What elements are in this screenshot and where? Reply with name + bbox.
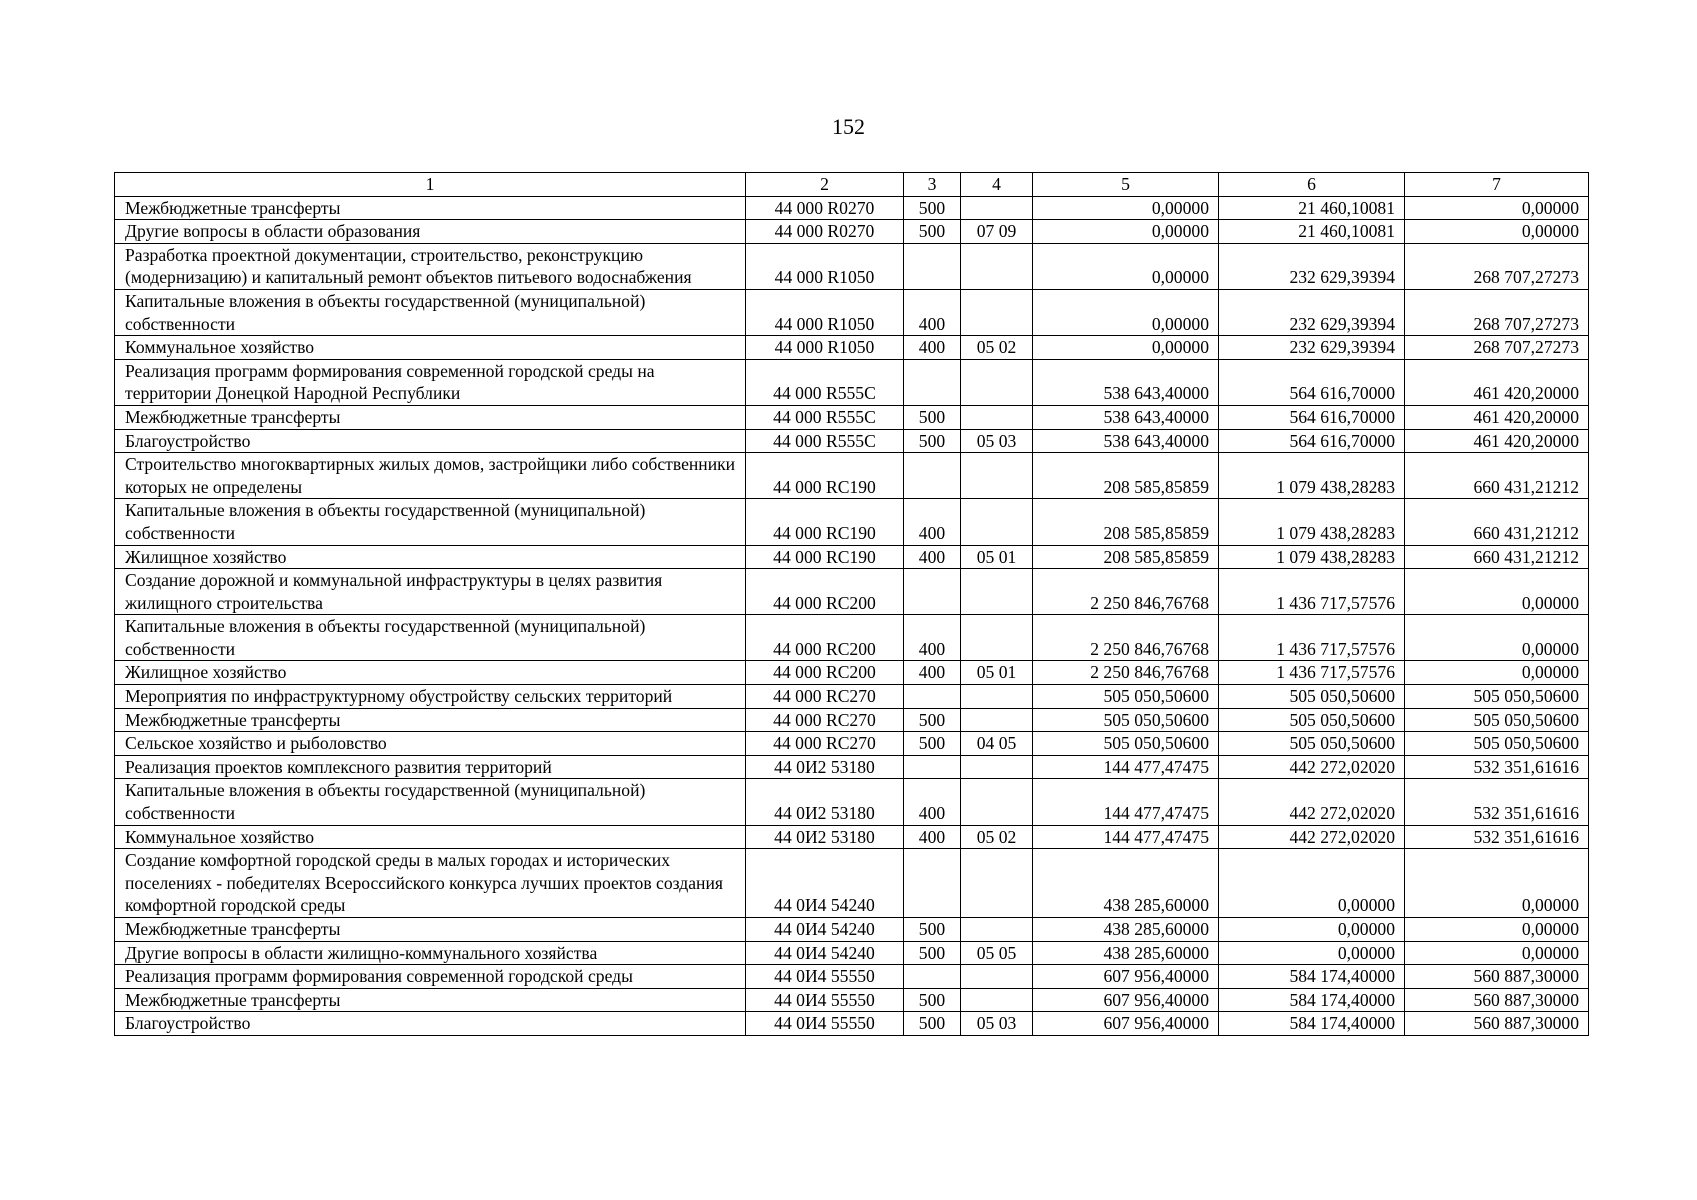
row-section-cell: 05 03 <box>961 429 1033 453</box>
row-value-col6-cell: 0,00000 <box>1219 918 1405 942</box>
row-expense-type-cell: 500 <box>904 941 961 965</box>
row-code-cell: 44 000 R1050 <box>746 289 904 335</box>
table-row <box>115 336 1589 360</box>
row-section-cell <box>961 569 1033 615</box>
row-section-cell <box>961 685 1033 709</box>
row-name-cell: Мероприятия по инфраструктурному обустройству сельских территорий <box>115 685 746 709</box>
row-value-col5-cell: 0,00000 <box>1033 289 1219 335</box>
table-row <box>115 825 1589 849</box>
row-value-col7-cell: 0,00000 <box>1405 849 1589 918</box>
row-value-col5-cell: 538 643,40000 <box>1033 359 1219 405</box>
row-expense-type-cell <box>904 359 961 405</box>
row-expense-type-cell: 400 <box>904 779 961 825</box>
table-row <box>115 615 1589 661</box>
row-value-col6-cell: 1 436 717,57576 <box>1219 569 1405 615</box>
row-value-col6-cell: 232 629,39394 <box>1219 336 1405 360</box>
row-value-col5-cell: 607 956,40000 <box>1033 965 1219 989</box>
row-name-cell: Межбюджетные трансферты <box>115 405 746 429</box>
row-section-cell: 05 02 <box>961 825 1033 849</box>
row-code-cell: 44 0И4 54240 <box>746 941 904 965</box>
row-code-cell: 44 000 R1050 <box>746 243 904 289</box>
row-code-cell: 44 0И2 53180 <box>746 755 904 779</box>
row-value-col6-cell: 505 050,50600 <box>1219 708 1405 732</box>
row-value-col7-cell: 0,00000 <box>1405 615 1589 661</box>
row-value-col7-cell: 560 887,30000 <box>1405 1012 1589 1036</box>
row-value-col7-cell: 0,00000 <box>1405 661 1589 685</box>
budget-table <box>114 172 1589 1036</box>
row-name-cell: Межбюджетные трансферты <box>115 918 746 942</box>
table-row <box>115 453 1589 499</box>
table-row <box>115 755 1589 779</box>
row-name-cell: Межбюджетные трансферты <box>115 988 746 1012</box>
row-value-col6-cell: 21 460,10081 <box>1219 196 1405 220</box>
row-expense-type-cell: 500 <box>904 196 961 220</box>
row-code-cell: 44 0И4 54240 <box>746 849 904 918</box>
table-row <box>115 429 1589 453</box>
row-code-cell: 44 0И4 55550 <box>746 965 904 989</box>
row-value-col7-cell: 0,00000 <box>1405 918 1589 942</box>
row-expense-type-cell: 500 <box>904 918 961 942</box>
row-value-col6-cell: 584 174,40000 <box>1219 988 1405 1012</box>
row-section-cell <box>961 988 1033 1012</box>
row-code-cell: 44 000 RC200 <box>746 661 904 685</box>
row-section-cell <box>961 849 1033 918</box>
row-value-col5-cell: 2 250 846,76768 <box>1033 661 1219 685</box>
column-header-2: 2 <box>746 173 904 197</box>
row-section-cell <box>961 499 1033 545</box>
table-row <box>115 988 1589 1012</box>
row-value-col6-cell: 442 272,02020 <box>1219 755 1405 779</box>
table-row <box>115 685 1589 709</box>
row-name-cell: Капитальные вложения в объекты государственной (муниципальной) собственности <box>115 499 746 545</box>
column-header-6: 6 <box>1219 173 1405 197</box>
row-expense-type-cell: 400 <box>904 499 961 545</box>
row-name-cell: Создание комфортной городской среды в малых городах и исторических поселениях - победителях Всероссийского конкурса лучших проектов создания комфортной городской среды <box>115 849 746 918</box>
row-value-col6-cell: 505 050,50600 <box>1219 685 1405 709</box>
row-value-col5-cell: 0,00000 <box>1033 336 1219 360</box>
page-number: 152 <box>832 114 865 139</box>
row-value-col5-cell: 0,00000 <box>1033 220 1219 244</box>
row-name-cell: Жилищное хозяйство <box>115 661 746 685</box>
column-header-4: 4 <box>961 173 1033 197</box>
row-expense-type-cell: 500 <box>904 732 961 756</box>
row-name-cell: Капитальные вложения в объекты государственной (муниципальной) собственности <box>115 779 746 825</box>
row-value-col6-cell: 232 629,39394 <box>1219 289 1405 335</box>
row-section-cell <box>961 405 1033 429</box>
row-value-col6-cell: 0,00000 <box>1219 849 1405 918</box>
row-name-cell: Коммунальное хозяйство <box>115 336 746 360</box>
row-name-cell: Реализация программ формирования современной городской среды <box>115 965 746 989</box>
row-expense-type-cell: 500 <box>904 708 961 732</box>
table-row <box>115 243 1589 289</box>
table-row <box>115 661 1589 685</box>
row-value-col6-cell: 232 629,39394 <box>1219 243 1405 289</box>
table-row <box>115 779 1589 825</box>
row-value-col5-cell: 438 285,60000 <box>1033 918 1219 942</box>
row-name-cell: Капитальные вложения в объекты государственной (муниципальной) собственности <box>115 289 746 335</box>
row-value-col7-cell: 505 050,50600 <box>1405 708 1589 732</box>
row-value-col6-cell: 1 436 717,57576 <box>1219 615 1405 661</box>
column-header-7: 7 <box>1405 173 1589 197</box>
row-section-cell: 05 03 <box>961 1012 1033 1036</box>
row-section-cell <box>961 359 1033 405</box>
row-expense-type-cell <box>904 965 961 989</box>
row-value-col7-cell: 0,00000 <box>1405 220 1589 244</box>
row-value-col6-cell: 442 272,02020 <box>1219 779 1405 825</box>
row-value-col7-cell: 461 420,20000 <box>1405 405 1589 429</box>
row-value-col5-cell: 0,00000 <box>1033 196 1219 220</box>
row-value-col7-cell: 268 707,27273 <box>1405 289 1589 335</box>
row-section-cell: 04 05 <box>961 732 1033 756</box>
row-section-cell: 05 01 <box>961 545 1033 569</box>
row-value-col6-cell: 1 079 438,28283 <box>1219 453 1405 499</box>
row-section-cell <box>961 918 1033 942</box>
row-value-col5-cell: 2 250 846,76768 <box>1033 569 1219 615</box>
row-value-col6-cell: 505 050,50600 <box>1219 732 1405 756</box>
row-value-col7-cell: 461 420,20000 <box>1405 359 1589 405</box>
row-name-cell: Строительство многоквартирных жилых домов, застройщики либо собственники которых не определены <box>115 453 746 499</box>
row-code-cell: 44 000 R555C <box>746 429 904 453</box>
row-value-col5-cell: 0,00000 <box>1033 243 1219 289</box>
row-code-cell: 44 0И2 53180 <box>746 779 904 825</box>
row-value-col6-cell: 564 616,70000 <box>1219 359 1405 405</box>
row-expense-type-cell: 500 <box>904 988 961 1012</box>
row-expense-type-cell <box>904 849 961 918</box>
row-value-col7-cell: 505 050,50600 <box>1405 685 1589 709</box>
row-value-col5-cell: 438 285,60000 <box>1033 849 1219 918</box>
row-code-cell: 44 000 RC270 <box>746 708 904 732</box>
row-value-col6-cell: 1 079 438,28283 <box>1219 499 1405 545</box>
table-row <box>115 545 1589 569</box>
row-code-cell: 44 000 RC190 <box>746 499 904 545</box>
row-value-col5-cell: 505 050,50600 <box>1033 708 1219 732</box>
row-section-cell <box>961 289 1033 335</box>
row-code-cell: 44 000 R1050 <box>746 336 904 360</box>
row-expense-type-cell: 400 <box>904 825 961 849</box>
row-code-cell: 44 000 R555C <box>746 405 904 429</box>
row-code-cell: 44 000 R0270 <box>746 196 904 220</box>
row-value-col6-cell: 1 436 717,57576 <box>1219 661 1405 685</box>
row-section-cell: 05 01 <box>961 661 1033 685</box>
row-section-cell <box>961 196 1033 220</box>
table-row <box>115 918 1589 942</box>
row-name-cell: Межбюджетные трансферты <box>115 708 746 732</box>
row-code-cell: 44 0И2 53180 <box>746 825 904 849</box>
row-value-col5-cell: 505 050,50600 <box>1033 685 1219 709</box>
row-expense-type-cell: 500 <box>904 1012 961 1036</box>
row-value-col5-cell: 538 643,40000 <box>1033 429 1219 453</box>
row-value-col7-cell: 660 431,21212 <box>1405 499 1589 545</box>
row-value-col6-cell: 584 174,40000 <box>1219 965 1405 989</box>
row-value-col5-cell: 438 285,60000 <box>1033 941 1219 965</box>
row-name-cell: Сельское хозяйство и рыболовство <box>115 732 746 756</box>
row-value-col7-cell: 560 887,30000 <box>1405 965 1589 989</box>
row-value-col7-cell: 268 707,27273 <box>1405 336 1589 360</box>
row-expense-type-cell: 500 <box>904 405 961 429</box>
table-row <box>115 220 1589 244</box>
row-section-cell <box>961 779 1033 825</box>
table-row <box>115 569 1589 615</box>
table-row <box>115 708 1589 732</box>
row-value-col5-cell: 538 643,40000 <box>1033 405 1219 429</box>
row-name-cell: Разработка проектной документации, строительство, реконструкцию (модернизацию) и капитальный ремонт объектов питьевого водоснабжения <box>115 243 746 289</box>
row-value-col5-cell: 208 585,85859 <box>1033 545 1219 569</box>
row-value-col7-cell: 660 431,21212 <box>1405 453 1589 499</box>
row-code-cell: 44 000 RC200 <box>746 569 904 615</box>
row-value-col5-cell: 607 956,40000 <box>1033 988 1219 1012</box>
row-expense-type-cell: 400 <box>904 336 961 360</box>
row-section-cell <box>961 755 1033 779</box>
row-expense-type-cell: 500 <box>904 220 961 244</box>
row-value-col6-cell: 584 174,40000 <box>1219 1012 1405 1036</box>
table-row <box>115 196 1589 220</box>
row-code-cell: 44 000 RC190 <box>746 453 904 499</box>
column-header-1: 1 <box>115 173 746 197</box>
row-name-cell: Капитальные вложения в объекты государственной (муниципальной) собственности <box>115 615 746 661</box>
row-value-col7-cell: 0,00000 <box>1405 569 1589 615</box>
table-row <box>115 1012 1589 1036</box>
row-value-col5-cell: 144 477,47475 <box>1033 825 1219 849</box>
row-name-cell: Реализация программ формирования современной городской среды на территории Донецкой Народной Республики <box>115 359 746 405</box>
row-expense-type-cell: 400 <box>904 661 961 685</box>
row-name-cell: Другие вопросы в области жилищно-коммунального хозяйства <box>115 941 746 965</box>
row-section-cell <box>961 708 1033 732</box>
row-section-cell: 05 05 <box>961 941 1033 965</box>
row-value-col6-cell: 21 460,10081 <box>1219 220 1405 244</box>
row-code-cell: 44 0И4 55550 <box>746 988 904 1012</box>
column-header-5: 5 <box>1033 173 1219 197</box>
row-name-cell: Благоустройство <box>115 429 746 453</box>
row-value-col6-cell: 1 079 438,28283 <box>1219 545 1405 569</box>
row-code-cell: 44 000 RC190 <box>746 545 904 569</box>
row-value-col7-cell: 532 351,61616 <box>1405 755 1589 779</box>
row-section-cell <box>961 965 1033 989</box>
row-name-cell: Коммунальное хозяйство <box>115 825 746 849</box>
row-value-col5-cell: 144 477,47475 <box>1033 779 1219 825</box>
row-value-col7-cell: 505 050,50600 <box>1405 732 1589 756</box>
row-value-col7-cell: 0,00000 <box>1405 196 1589 220</box>
row-name-cell: Создание дорожной и коммунальной инфраструктуры в целях развития жилищного строительства <box>115 569 746 615</box>
table-body <box>115 196 1589 1035</box>
row-value-col6-cell: 564 616,70000 <box>1219 405 1405 429</box>
table-row <box>115 289 1589 335</box>
table-header-row <box>115 173 1589 197</box>
row-value-col7-cell: 0,00000 <box>1405 941 1589 965</box>
row-expense-type-cell <box>904 569 961 615</box>
row-value-col7-cell: 532 351,61616 <box>1405 779 1589 825</box>
row-section-cell: 05 02 <box>961 336 1033 360</box>
row-expense-type-cell <box>904 755 961 779</box>
row-code-cell: 44 0И4 54240 <box>746 918 904 942</box>
table-row <box>115 849 1589 918</box>
row-section-cell <box>961 453 1033 499</box>
row-value-col5-cell: 607 956,40000 <box>1033 1012 1219 1036</box>
row-code-cell: 44 000 RC200 <box>746 615 904 661</box>
row-code-cell: 44 000 RC270 <box>746 732 904 756</box>
row-section-cell <box>961 615 1033 661</box>
table-row <box>115 499 1589 545</box>
row-value-col7-cell: 560 887,30000 <box>1405 988 1589 1012</box>
row-value-col5-cell: 2 250 846,76768 <box>1033 615 1219 661</box>
row-value-col7-cell: 660 431,21212 <box>1405 545 1589 569</box>
row-name-cell: Жилищное хозяйство <box>115 545 746 569</box>
row-code-cell: 44 000 RC270 <box>746 685 904 709</box>
row-value-col5-cell: 505 050,50600 <box>1033 732 1219 756</box>
row-value-col7-cell: 532 351,61616 <box>1405 825 1589 849</box>
column-header-3: 3 <box>904 173 961 197</box>
row-value-col6-cell: 564 616,70000 <box>1219 429 1405 453</box>
row-value-col6-cell: 0,00000 <box>1219 941 1405 965</box>
row-expense-type-cell: 400 <box>904 615 961 661</box>
row-expense-type-cell <box>904 685 961 709</box>
table-row <box>115 359 1589 405</box>
row-value-col5-cell: 208 585,85859 <box>1033 499 1219 545</box>
row-value-col7-cell: 268 707,27273 <box>1405 243 1589 289</box>
row-value-col5-cell: 144 477,47475 <box>1033 755 1219 779</box>
table-row <box>115 941 1589 965</box>
row-expense-type-cell: 400 <box>904 545 961 569</box>
row-name-cell: Межбюджетные трансферты <box>115 196 746 220</box>
table-row <box>115 965 1589 989</box>
row-code-cell: 44 000 R555C <box>746 359 904 405</box>
row-code-cell: 44 0И4 55550 <box>746 1012 904 1036</box>
row-expense-type-cell: 400 <box>904 289 961 335</box>
row-name-cell: Реализация проектов комплексного развития территорий <box>115 755 746 779</box>
table-row <box>115 405 1589 429</box>
row-expense-type-cell: 500 <box>904 429 961 453</box>
row-name-cell: Благоустройство <box>115 1012 746 1036</box>
table-row <box>115 732 1589 756</box>
row-code-cell: 44 000 R0270 <box>746 220 904 244</box>
row-value-col5-cell: 208 585,85859 <box>1033 453 1219 499</box>
row-value-col7-cell: 461 420,20000 <box>1405 429 1589 453</box>
row-section-cell <box>961 243 1033 289</box>
row-value-col6-cell: 442 272,02020 <box>1219 825 1405 849</box>
row-expense-type-cell <box>904 243 961 289</box>
row-expense-type-cell <box>904 453 961 499</box>
row-name-cell: Другие вопросы в области образования <box>115 220 746 244</box>
row-section-cell: 07 09 <box>961 220 1033 244</box>
